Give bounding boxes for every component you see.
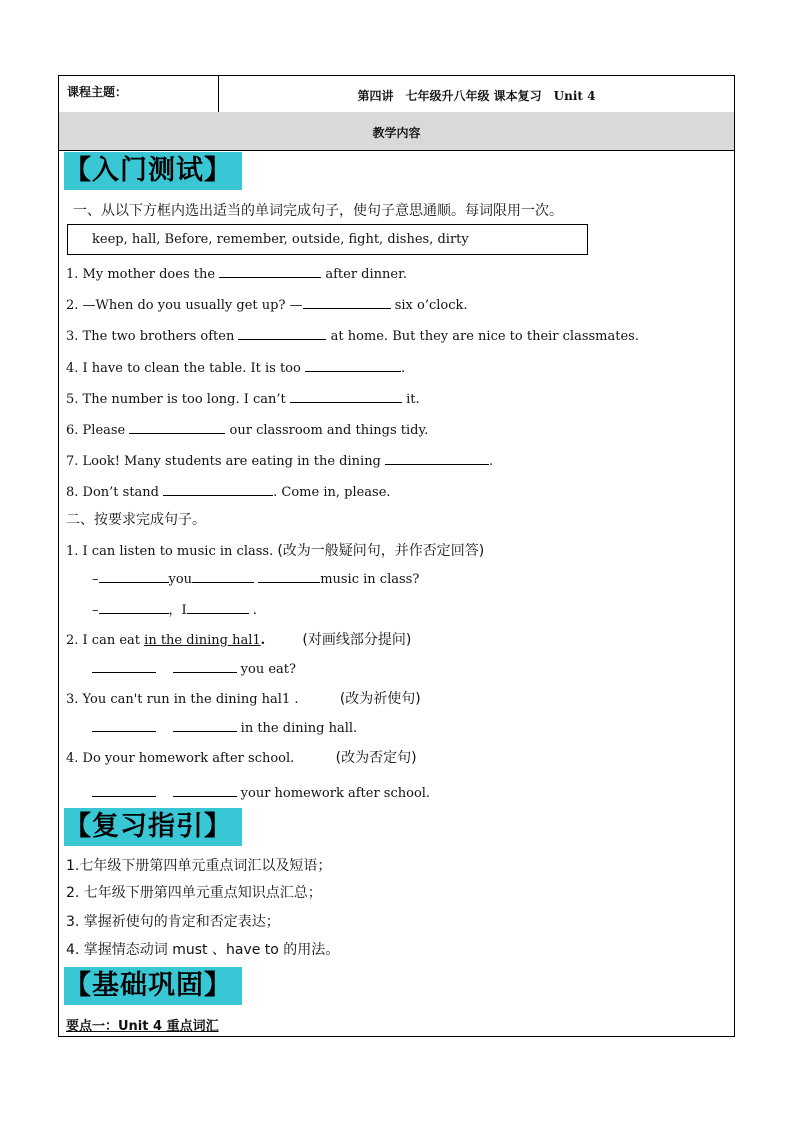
content-header-row (59, 112, 734, 151)
answer-blank[interactable] (99, 601, 169, 614)
section-basic-consolidation: 【基础巩固】 (64, 967, 242, 1005)
part1-instruction: 一、从以下方框内选出适当的单词完成句子，使句子意思通顺。每词限用一次。 (73, 203, 563, 219)
sentence-2 (66, 629, 411, 649)
q5-start: 5. The number is too long. I can’t (66, 392, 286, 407)
q3-end: at home. But they are nice to their classmates. (330, 329, 639, 344)
answer-blank[interactable] (290, 390, 402, 403)
answer-blank[interactable] (163, 483, 273, 496)
period: . (252, 603, 257, 618)
question-8 (66, 483, 391, 500)
q6-end: our classroom and things tidy. (229, 423, 429, 438)
q1-end: after dinner. (325, 267, 408, 282)
answer-blank[interactable] (219, 265, 321, 278)
answer-blank[interactable] (385, 452, 489, 465)
sentence-3 (66, 688, 421, 708)
section-entry-test: 【入门测试】 (64, 152, 242, 190)
s1-answer-line-2 (92, 599, 257, 618)
course-topic: 第四讲 七年级升八年级 课本复习 Unit 4 (357, 89, 596, 103)
part2-instruction: 二、按要求完成句子。 (66, 512, 206, 528)
s1-note: (改为一般疑问句，并作否定回答) (277, 543, 485, 559)
q8-end: . Come in, please. (273, 485, 391, 500)
question-1 (66, 265, 407, 282)
answer-blank[interactable] (129, 421, 225, 434)
s3-answer (92, 719, 357, 736)
sentence-1 (66, 540, 484, 560)
guide-item-4: 4. 掌握情态动词 must 、have to 的用法。 (66, 942, 340, 958)
s1-text: 1. I can listen to music in class. (66, 544, 274, 559)
q8-start: 8. Don’t stand (66, 485, 159, 500)
q6-start: 6. Please (66, 423, 126, 438)
q4-start: 4. I have to clean the table. It is too (66, 361, 301, 376)
answer-blank[interactable] (99, 570, 169, 583)
word-you: you (168, 572, 193, 587)
s2-answer (92, 660, 296, 677)
teaching-content-label: 教学内容 (372, 126, 421, 140)
question-4 (66, 359, 405, 376)
s2-answer-end: you eat? (240, 662, 296, 677)
word-bank: keep, hall, Before, remember, outside, fight, dishes, dirty (67, 224, 588, 255)
answer-blank[interactable] (92, 784, 156, 797)
s4-text: 4. Do your homework after school. (66, 751, 295, 766)
answer-blank[interactable] (187, 601, 249, 614)
guide-item-2: 2. 七年级下册第四单元重点知识点汇总； (66, 885, 322, 901)
answer-blank[interactable] (305, 359, 401, 372)
q2-start: 2. —When do you usually get up? — (66, 298, 303, 313)
question-2 (66, 296, 468, 313)
s2-text: 2. I can eat (66, 633, 141, 648)
key-point-1: 要点一：Unit 4 重点词汇 (66, 1019, 219, 1034)
q4-end: . (400, 361, 406, 376)
answer-blank[interactable] (173, 660, 237, 673)
guide-item-1: 1.七年级下册第四单元重点词汇以及短语； (66, 858, 332, 874)
section-review-guide: 【复习指引】 (64, 808, 242, 846)
answer-blank[interactable] (303, 296, 391, 309)
s2-note: (对画线部分提问) (302, 632, 412, 648)
q7-end: . (489, 454, 494, 469)
dash: – (92, 572, 99, 587)
question-7 (66, 452, 493, 469)
answer-blank[interactable] (192, 570, 254, 583)
header-row (59, 76, 734, 113)
answer-blank[interactable] (238, 327, 326, 340)
s1-line1-end: music in class? (320, 572, 420, 587)
question-3 (66, 327, 639, 344)
q1-start: 1. My mother does the (66, 267, 216, 282)
guide-item-3: 3. 掌握祈使句的肯定和否定表达； (66, 914, 280, 930)
answer-blank[interactable] (258, 570, 320, 583)
s1-line2-mid: ，I (168, 603, 187, 618)
answer-blank[interactable] (173, 784, 237, 797)
period: . (260, 633, 266, 648)
answer-blank[interactable] (173, 719, 237, 732)
dash: – (92, 603, 99, 618)
q3-start: 3. The two brothers often (66, 329, 235, 344)
q5-end: it. (406, 392, 420, 407)
s4-note: (改为否定句) (335, 750, 417, 766)
s1-answer-line-1 (92, 570, 419, 587)
s4-answer (92, 784, 430, 801)
answer-blank[interactable] (92, 660, 156, 673)
s3-answer-end: in the dining hall. (240, 721, 358, 736)
q7-start: 7. Look! Many students are eating in the dining (66, 454, 381, 469)
s3-note: (改为祈使句) (339, 691, 421, 707)
sentence-4 (66, 747, 417, 767)
s2-underlined: in the dining hal1 (144, 633, 261, 648)
question-5 (66, 390, 420, 407)
question-6 (66, 421, 428, 438)
q2-end: six o’clock. (394, 298, 468, 313)
s3-text: 3. You can't run in the dining hal1 . (66, 692, 299, 707)
course-topic-label: 课程主题： (67, 85, 128, 99)
answer-blank[interactable] (92, 719, 156, 732)
s4-answer-end: your homework after school. (240, 786, 431, 801)
